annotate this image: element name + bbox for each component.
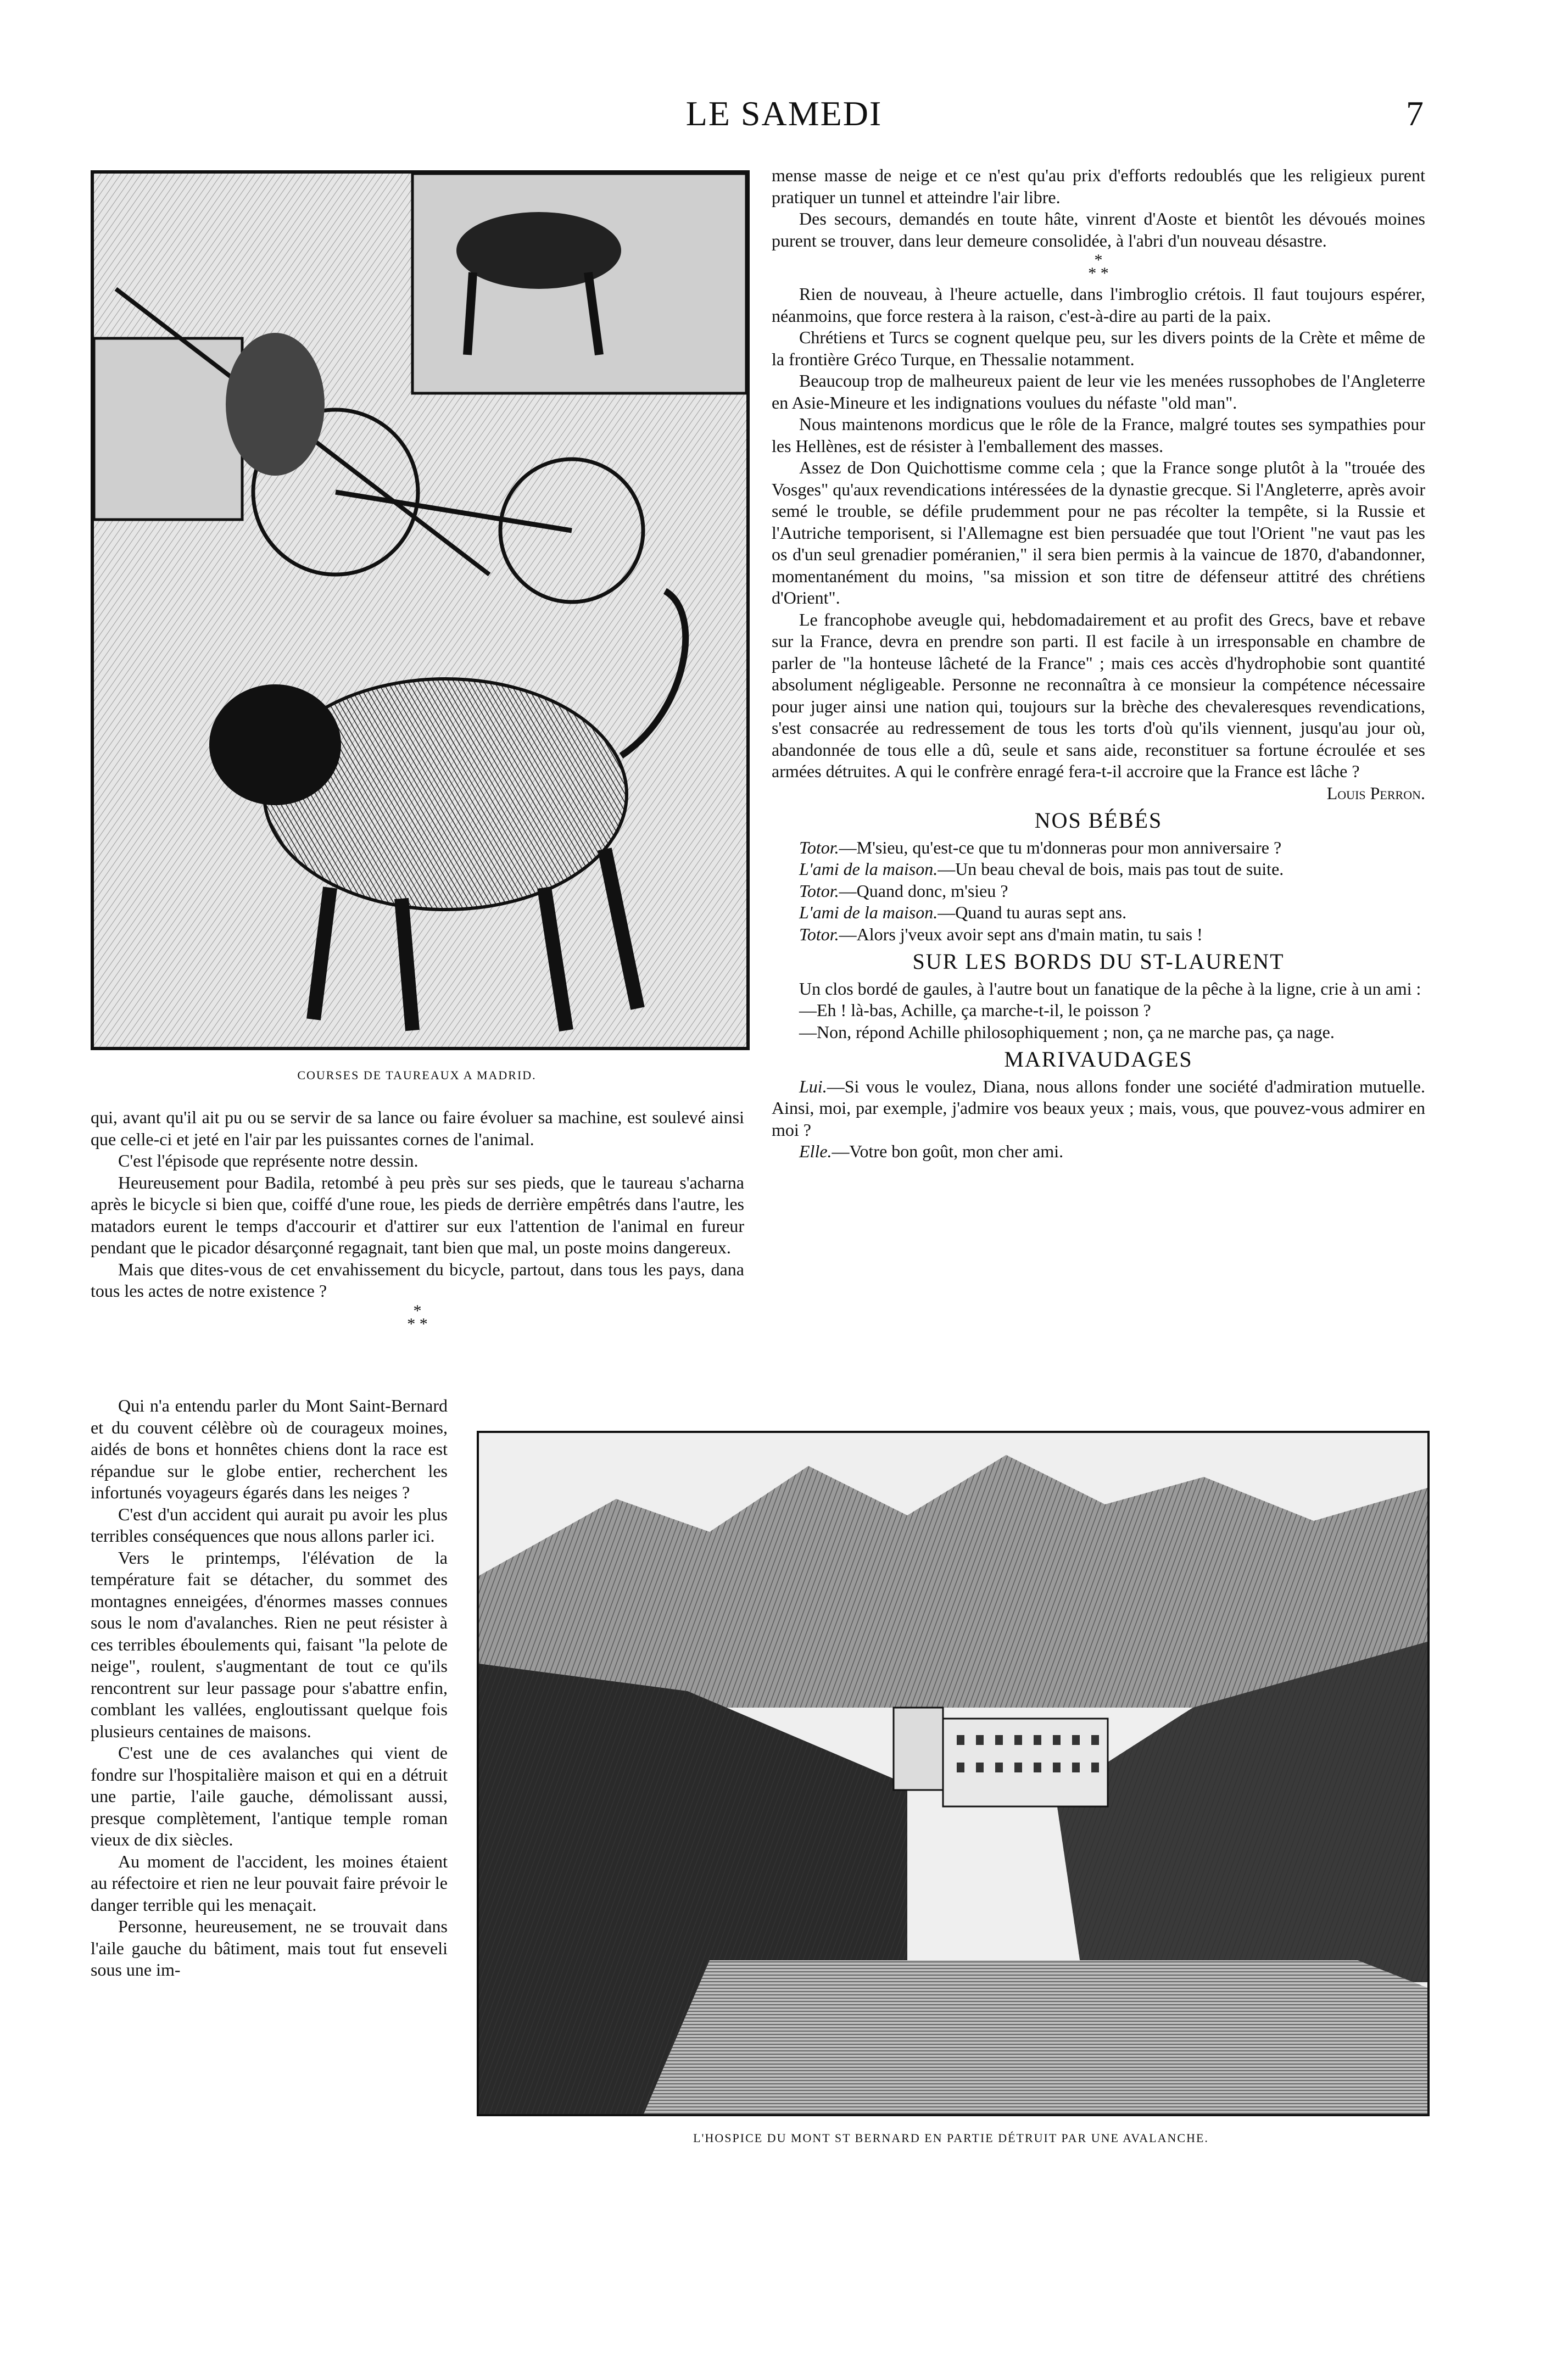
paragraph: Nous maintenons mordicus que le rôle de la France, malgré toutes ses sympathies pour les Hellènes, est de résister à l'emballement des masses.	[772, 414, 1425, 456]
dialogue-line	[772, 1141, 1425, 1163]
dialogue-line	[772, 880, 1425, 902]
dialogue-text: —Si vous le voulez, Diana, nous allons fonder une société d'admiration mutuelle. Ainsi, moi, par exemple, j'admire vos beaux yeux ; mais, vous, que pouvez-vous admirer en moi ?	[772, 1076, 1425, 1140]
speaker: Totor.	[799, 880, 839, 901]
section-heading-saint-laurent: SUR LES BORDS DU ST-LAURENT	[912, 949, 1285, 974]
author-signature: Louis Perron.	[1326, 783, 1425, 803]
dialogue-line	[772, 924, 1425, 946]
paragraph: Mais que dites-vous de cet envahissement du bicycle, partout, dans tous les pays, dana tous les actes de notre existence ?	[91, 1259, 744, 1301]
speaker: Elle.	[799, 1141, 832, 1161]
dialogue-line	[772, 837, 1425, 859]
hospice-caption: L'HOSPICE DU MONT ST BERNARD EN PARTIE DÉTRUIT PAR UNE AVALANCHE.	[693, 2131, 1209, 2145]
dialogue-text: —Alors j'veux avoir sept ans d'main matin, tu sais !	[839, 924, 1203, 944]
paragraph: Beaucoup trop de malheureux paient de leur vie les menées russophobes de l'Angleterre en Asie-Mineure et les indignations voulues du néfaste "old man".	[772, 371, 1425, 412]
paragraph: C'est l'épisode que représente notre dessin.	[118, 1151, 418, 1170]
paragraph: Au moment de l'accident, les moines étaient au réfectoire et rien ne leur pouvait faire prévoir le danger terrible qui les menaçait.	[91, 1851, 448, 1915]
dialogue-text: —M'sieu, qu'est-ce que tu m'donneras pour mon anniversaire ?	[839, 837, 1282, 857]
paragraph: Assez de Don Quichottisme comme cela ; que la France songe plutôt à la "trouée des Vosges" qu'aux revendications intéressées de la dynastie grecque. Si l'Angleterre, après avoir semé le trouble, se défile prudemment pour ne pas récolter la tempête, si la Russie et l'Autriche temporisent, si l'Allemagne est bien persuadée que tout l'Orient "ne vaut pas les os d'un seul grenadier poméranien," il sera bien permis à la vaincue de 1870, d'abandonner, momentanément du moins, "sa mission et son titre de défenseur attitré des chrétiens d'Orient".	[772, 458, 1425, 607]
section-heading-nos-bebes: NOS BÉBÉS	[1034, 808, 1163, 833]
paragraph: qui, avant qu'il ait pu ou se servir de sa lance ou faire évoluer sa machine, est soulevé ainsi que celle-ci et jeté en l'air par les puissantes cornes de l'animal.	[91, 1107, 744, 1149]
speaker: L'ami de la maison.	[799, 902, 938, 922]
right-column	[772, 165, 1425, 1163]
paragraph: Personne, heureusement, ne se trouvait dans l'aile gauche du bâtiment, mais tout fut enseveli sous une im-	[91, 1916, 448, 1979]
speaker: Lui.	[799, 1076, 827, 1096]
hospice-illustration	[477, 1431, 1430, 2116]
dialogue-line	[772, 1076, 1425, 1141]
paragraph: Heureusement pour Badila, retombé à peu près sur ses pieds, que le taureau s'acharna après le bicycle si bien que, coiffé d'une roue, les pieds de derrière empêtrés dans l'autre, les matadors eurent le temps d'accourir et d'attirer sur eux l'attention de l'animal en fureur pendant que le picador désarçonné regagnait, tant bien que mal, un poste moins dangereux.	[91, 1172, 744, 1257]
dialogue-text: —Votre bon goût, mon cher ami.	[832, 1141, 1064, 1161]
dialogue-text: —Quand donc, m'sieu ?	[839, 880, 1008, 901]
dialogue-text: —Un beau cheval de bois, mais pas tout de suite.	[938, 859, 1284, 879]
paragraph: Un clos bordé de gaules, à l'autre bout un fanatique de la pêche à la ligne, crie à un ami :	[799, 978, 1421, 999]
bullfight-caption: COURSES DE TAUREAUX A MADRID.	[297, 1068, 537, 1082]
speaker: L'ami de la maison.	[799, 859, 938, 879]
section-separator: * * *	[407, 1301, 428, 1333]
paragraph: Le francophobe aveugle qui, hebdomadairement et au profit des Grecs, bave et rebave sur la France, devra en prendre son parti. Il est facile à un irresponsable en chambre de parler de "la honteuse lâcheté de la France" ; mais ces accès d'hydrophobie sont quantité absolument négligeable. Personne ne reconnaîtra à ce monsieur la compétence nécessaire pour juger ainsi une nation qui, toujours sur la brèche des chevaleresques revendications, s'est consacrée au redressement de tous les torts d'où qu'ils viennent, jusqu'au jour où, abandonnée de tous elle a dû, seule et sans aide, reconstituer sa fortune écroulée et ses armées détruites. A qui le confrère enragé fera-t-il accroire que la France est lâche ?	[772, 609, 1425, 781]
bullfight-illustration	[91, 170, 750, 1050]
bullfight-engraving	[94, 174, 746, 1047]
dialogue-line	[772, 902, 1425, 924]
dialogue-text: —Quand tu auras sept ans.	[938, 902, 1127, 922]
section-heading-marivaudages: MARIVAUDAGES	[1004, 1047, 1193, 1072]
section-separator: * * *	[1088, 251, 1109, 282]
paragraph: Qui n'a entendu parler du Mont Saint-Bernard et du couvent célèbre où de courageux moines, aidés de bons et honnêtes chiens dont la race est répandue sur le globe entier, recherchent les infortunés voyageurs égarés dans les neiges ?	[91, 1396, 448, 1502]
dialogue-line	[772, 858, 1425, 880]
paragraph: Vers le printemps, l'élévation de la température fait se détacher, du sommet des montagnes enneigées, d'énormes masses connues sous le nom d'avalanches. Rien ne peut résister à ces terribles éboulements qui, faisant "la pelote de neige", roulent, s'augmentant de tout ce qu'ils rencontrent sur leur passage pour s'abattre enfin, comblant les vallées, engloutissant quelque fois plusieurs centaines de maisons.	[91, 1547, 448, 1741]
left-column	[91, 1107, 744, 1334]
speaker: Totor.	[799, 924, 839, 944]
narrow-column	[91, 1395, 448, 1981]
paragraph: Rien de nouveau, à l'heure actuelle, dans l'imbroglio crétois. Il faut toujours espérer, néanmoins, que force restera à la raison, c'est-à-dire au parti de la paix.	[772, 284, 1425, 326]
speaker: Totor.	[799, 837, 839, 857]
mountain-landscape-engraving	[479, 1433, 1427, 2114]
masthead-title: LE SAMEDI	[685, 94, 883, 133]
page-number: 7	[1406, 94, 1424, 133]
paragraph: C'est d'un accident qui aurait pu avoir les plus terribles conséquences que nous allons parler ici.	[91, 1504, 448, 1546]
paragraph: —Non, répond Achille philosophiquement ; non, ça ne marche pas, ça nage.	[799, 1022, 1335, 1042]
paragraph: Chrétiens et Turcs se cognent quelque peu, sur les divers points de la Crète et même de la frontière Gréco Turque, en Thessalie notamment.	[772, 327, 1425, 369]
paragraph: —Eh ! là-bas, Achille, ça marche-t-il, le poisson ?	[799, 1000, 1151, 1020]
paragraph: Des secours, demandés en toute hâte, vinrent d'Aoste et bientôt les dévoués moines purent se trouver, dans leur demeure consolidée, à l'abri d'un nouveau désastre.	[772, 209, 1425, 250]
paragraph: C'est une de ces avalanches qui vient de fondre sur l'hospitalière maison et qui en a détruit une partie, l'aile gauche, démolissant aussi, presque complètement, l'antique temple roman vieux de dix siècles.	[91, 1743, 448, 1849]
paragraph: mense masse de neige et ce n'est qu'au prix d'efforts redoublés que les religieux purent pratiquer un tunnel et atteindre l'air libre.	[772, 165, 1425, 207]
